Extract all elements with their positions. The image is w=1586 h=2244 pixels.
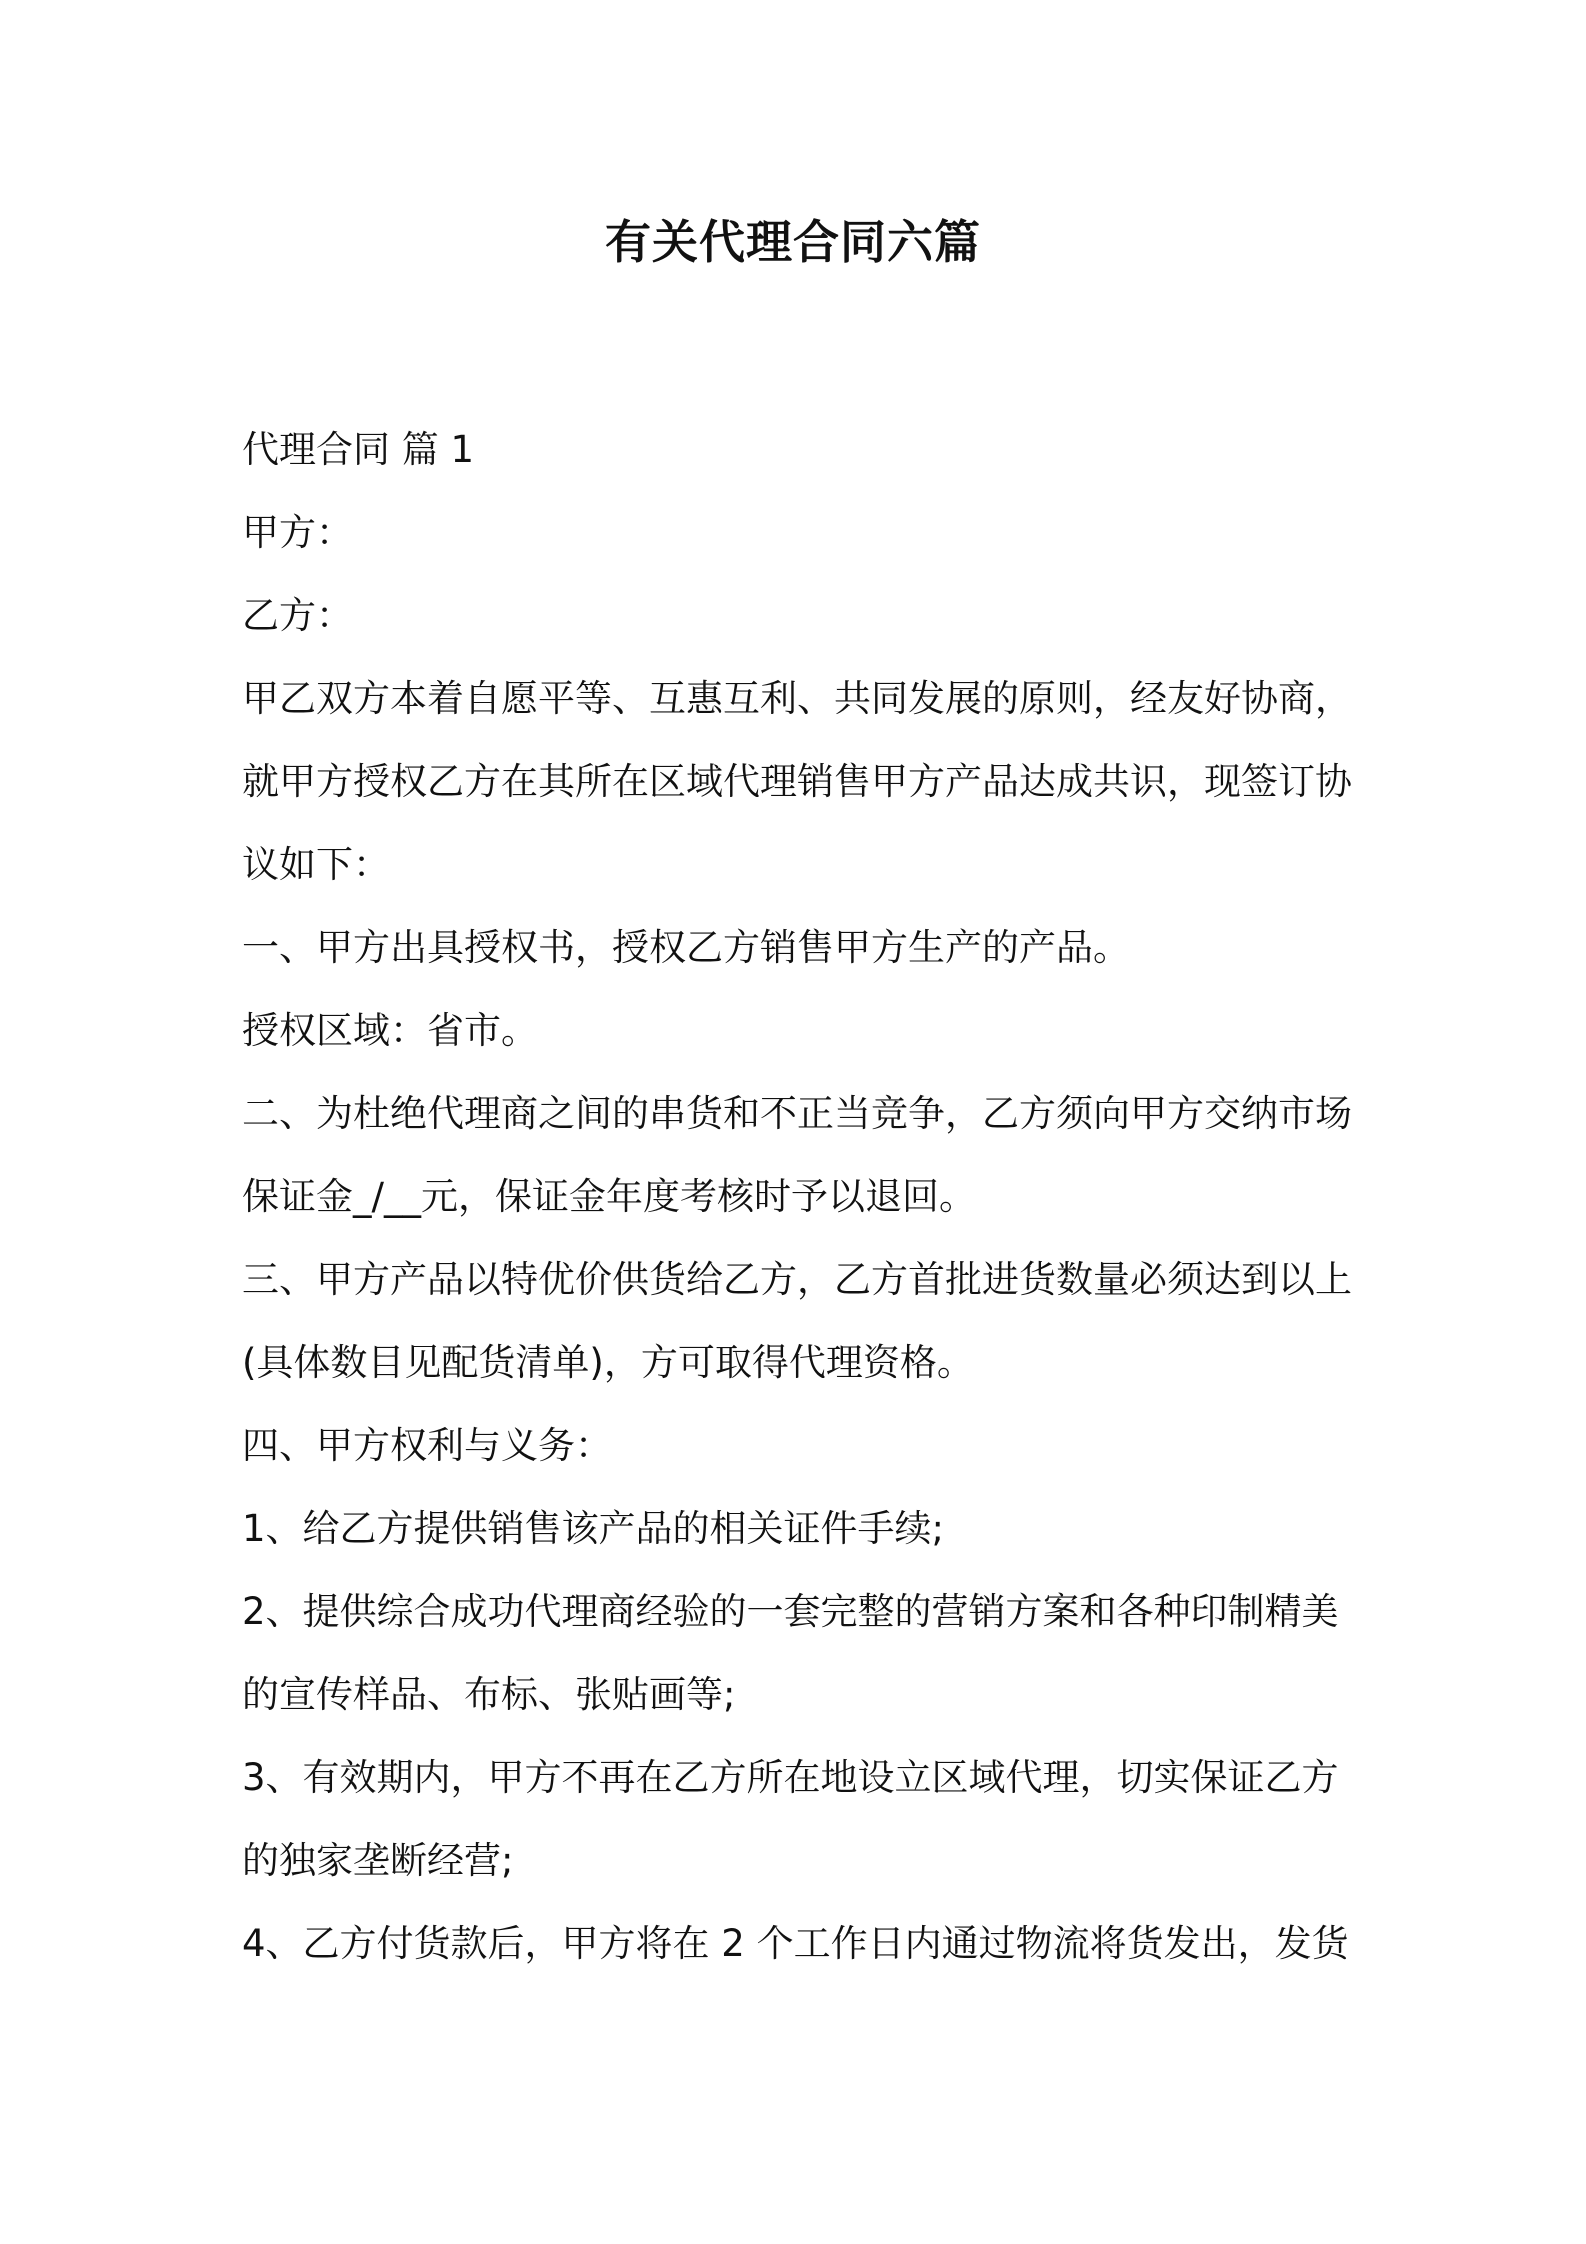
document-body xyxy=(242,408,1352,1985)
clause-line: 三、甲方产品以特优价供货给乙方，乙方首批进货数量必须达到以上 xyxy=(242,1258,1352,1301)
clause-line: 4、乙方付货款后，甲方将在 2 个工作日内通过物流将货发出，发货 xyxy=(242,1922,1349,1965)
clause-line: 一、甲方出具授权书，授权乙方销售甲方生产的产品。 xyxy=(242,926,1130,969)
clause-line: 3、有效期内，甲方不再在乙方所在地设立区域代理，切实保证乙方 xyxy=(242,1756,1339,1799)
clause-line: 的独家垄断经营; xyxy=(242,1839,514,1882)
party-a-line: 甲方： xyxy=(242,511,353,554)
clause-line: 保证金_/__元，保证金年度考核时予以退回。 xyxy=(242,1175,976,1218)
paragraph-line: 就甲方授权乙方在其所在区域代理销售甲方产品达成共识，现签订协 xyxy=(242,760,1352,803)
clause-line: 授权区域：省市。 xyxy=(242,1009,538,1052)
party-b-line: 乙方： xyxy=(242,594,353,637)
clause-line: 二、为杜绝代理商之间的串货和不正当竞争，乙方须向甲方交纳市场 xyxy=(242,1092,1352,1135)
clause-line: 2、提供综合成功代理商经验的一套完整的营销方案和各种印制精美 xyxy=(242,1590,1339,1633)
section-heading: 代理合同 篇 1 xyxy=(242,428,475,471)
clause-line: 的宣传样品、布标、张贴画等; xyxy=(242,1673,736,1716)
clause-line: 四、甲方权利与义务： xyxy=(242,1424,612,1467)
clause-line: 1、给乙方提供销售该产品的相关证件手续; xyxy=(242,1507,945,1550)
paragraph-line: 议如下： xyxy=(242,843,390,886)
paragraph-line: 甲乙双方本着自愿平等、互惠互利、共同发展的原则，经友好协商， xyxy=(242,677,1352,720)
clause-line: (具体数目见配货清单)，方可取得代理资格。 xyxy=(242,1341,974,1384)
document-title: 有关代理合同六篇 xyxy=(605,215,981,269)
